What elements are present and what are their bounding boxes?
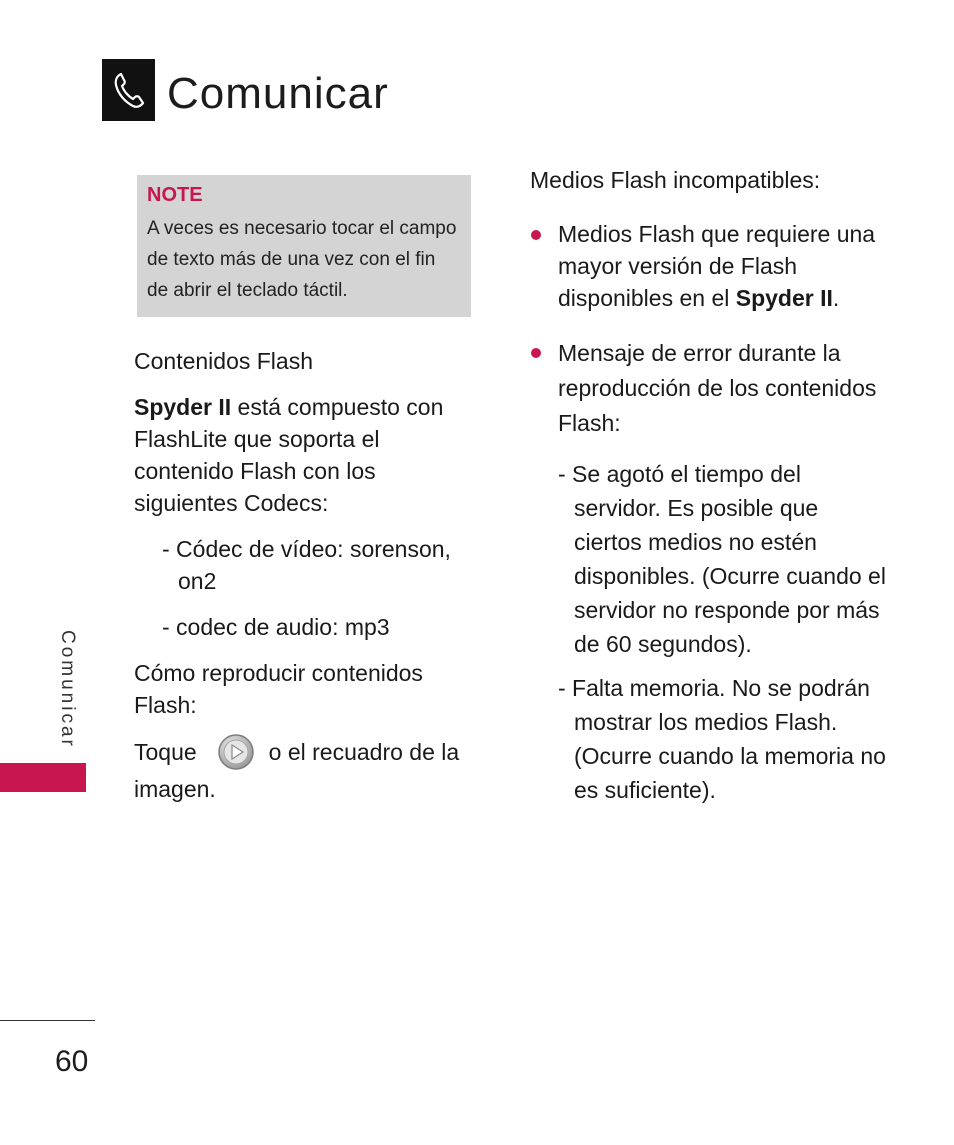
note-line: de texto más de una vez con el fin bbox=[147, 249, 436, 270]
sub-item: - Se agotó el tiempo del servidor. Es posible que ciertos medios no estén disponibles. (Ocurre cuando el servidor no responde por más de 60 segundos). bbox=[558, 461, 886, 657]
bullet-dot bbox=[531, 348, 541, 358]
codec-item: - codec de audio: mp3 bbox=[162, 614, 390, 640]
phone-icon bbox=[102, 59, 155, 121]
bullet-item bbox=[530, 336, 890, 441]
note-title: NOTE bbox=[147, 184, 203, 206]
sub-item: - Falta memoria. No se podrán mostrar los medios Flash. (Ocurre cuando la memoria no es suficiente). bbox=[558, 675, 886, 803]
bullet-text: Mensaje de error durante la reproducción de los contenidos Flash: bbox=[558, 340, 877, 436]
intro-paragraph bbox=[134, 391, 464, 519]
left-column bbox=[134, 345, 464, 805]
page-title: Comunicar bbox=[167, 69, 389, 118]
bullet-item bbox=[530, 218, 890, 314]
intro-text: está compuesto con FlashLite que soporta el contenido Flash con los siguientes Codecs: bbox=[134, 394, 444, 516]
note-box bbox=[137, 175, 471, 317]
note-text bbox=[147, 213, 463, 306]
toque-paragraph bbox=[134, 735, 464, 805]
product-name: Spyder II bbox=[735, 285, 833, 311]
play-circle-icon bbox=[217, 733, 255, 771]
product-name: Spyder II bbox=[134, 394, 232, 420]
bullet-dot bbox=[531, 230, 541, 240]
side-section-label: Comunicar bbox=[57, 630, 78, 749]
how-to-text: Cómo reproducir contenidos Flash: bbox=[134, 660, 423, 718]
footer-divider bbox=[0, 1020, 95, 1021]
bullet-text-end: . bbox=[832, 285, 840, 311]
side-accent-bar bbox=[0, 763, 86, 792]
right-column bbox=[530, 164, 890, 807]
toque-text: Toque bbox=[134, 739, 197, 766]
page-number: 60 bbox=[55, 1045, 89, 1078]
note-line: A veces es necesario tocar el campo bbox=[147, 218, 457, 239]
section-heading: Medios Flash incompatibles: bbox=[530, 167, 821, 193]
bullet-text: Medios Flash que requiere una mayor versión de Flash disponibles en el bbox=[558, 221, 876, 311]
toque-rest: o el recuadro de la imagen. bbox=[134, 739, 460, 802]
section-heading: Contenidos Flash bbox=[134, 348, 313, 374]
note-line: de abrir el teclado táctil. bbox=[147, 280, 348, 301]
codec-item: - Códec de vídeo: sorenson, on2 bbox=[162, 536, 451, 594]
